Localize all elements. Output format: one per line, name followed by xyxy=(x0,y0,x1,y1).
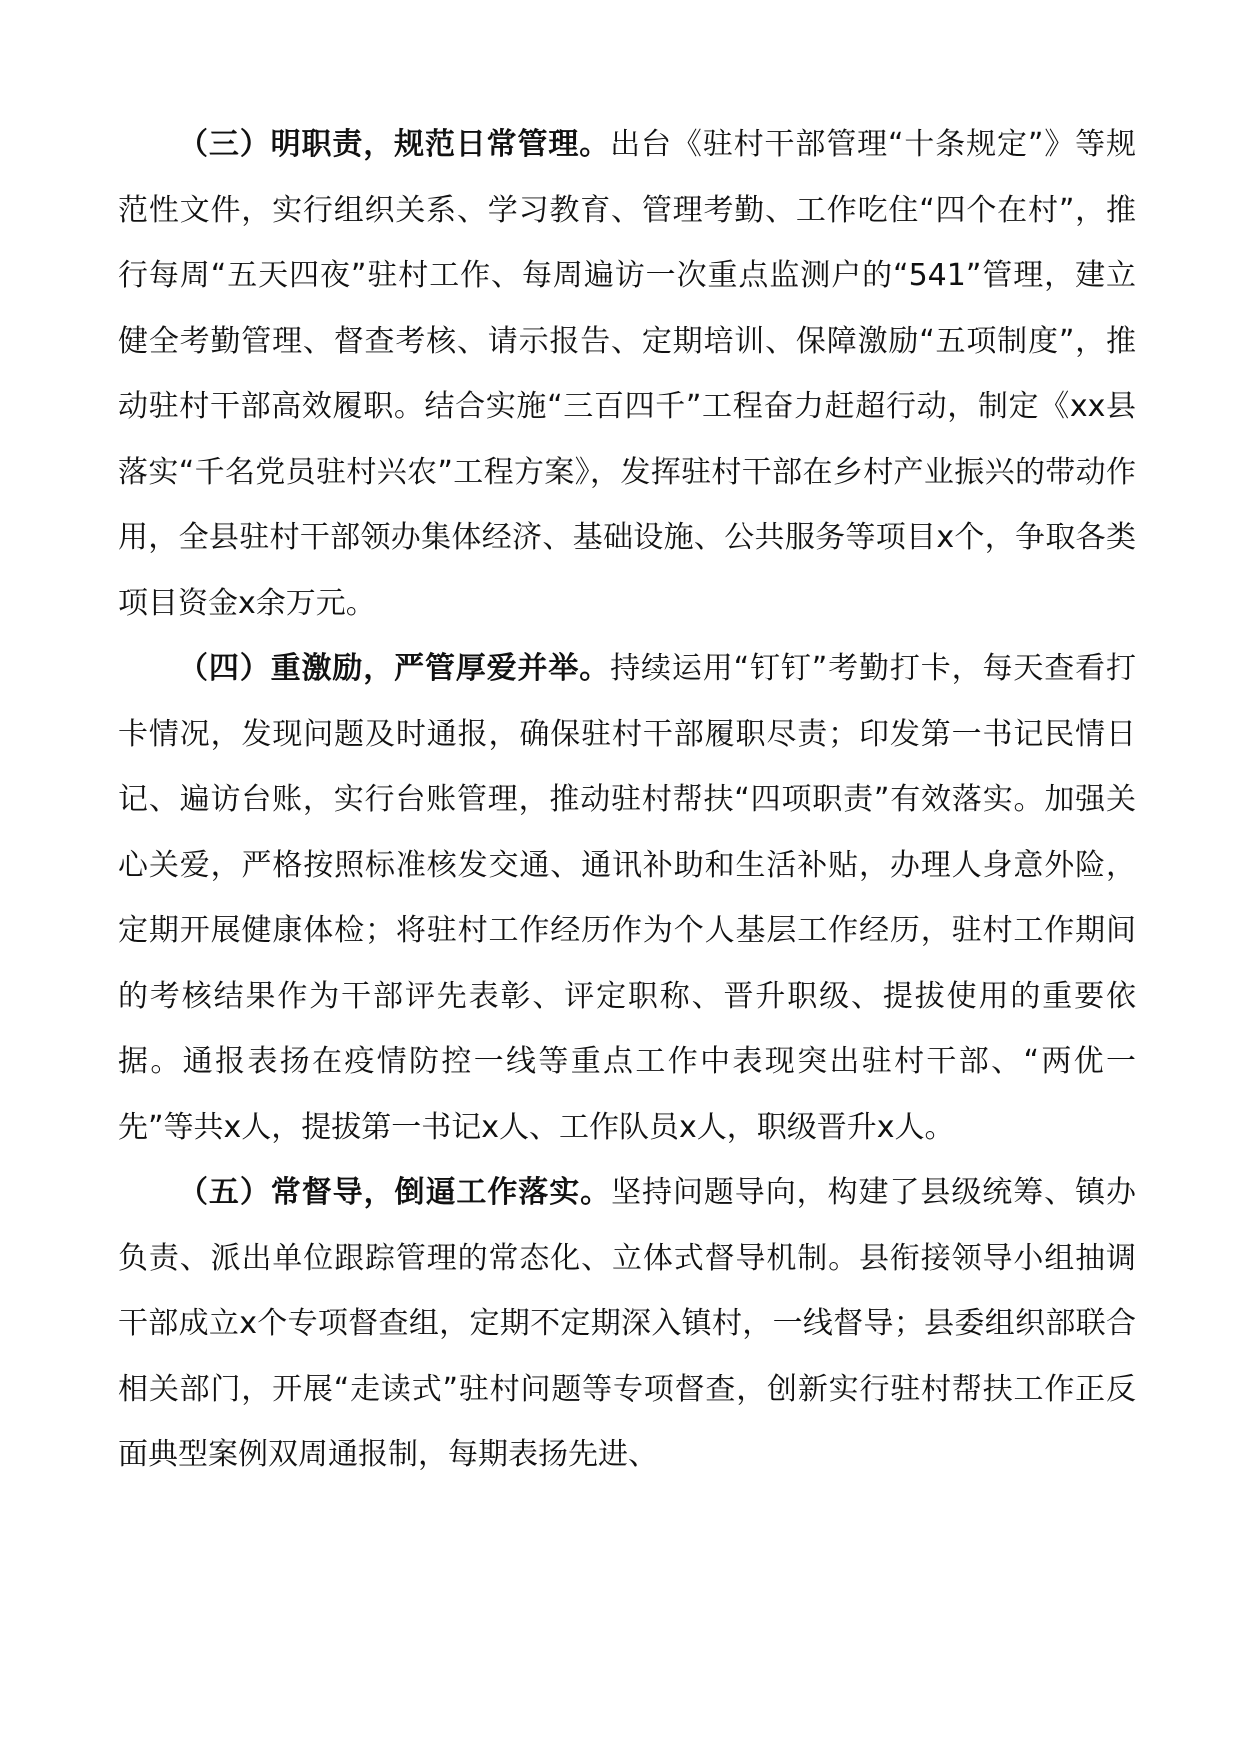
paragraph-text: 坚持问题导向，构建了县级统筹、镇办负责、派出单位跟踪管理的常态化、立体式督导机制。县衔接领导小组抽调干部成立x个专项督查组，定期不定期深入镇村，一线督导；县委组织部联合相关部门，开展“走读式”驻村问题等专项督查，创新实行驻村帮扶工作正反面典型案例双周通报制，每期表扬先进、 xyxy=(118,1175,1137,1472)
paragraph-three xyxy=(118,112,1136,636)
paragraph-heading: （四）重激励，严管厚爱并举。 xyxy=(178,651,611,686)
paragraph-heading: （五）常督导，倒逼工作落实。 xyxy=(178,1175,612,1210)
paragraph-heading: （三）明职责，规范日常管理。 xyxy=(178,127,611,162)
paragraph-text: 持续运用“钉钉”考勤打卡，每天查看打卡情况，发现问题及时通报，确保驻村干部履职尽责；印发第一书记民情日记、遍访台账，实行台账管理，推动驻村帮扶“四项职责”有效落实。加强关心关爱，严格按照标准核发交通、通讯补助和生活补贴，办理人身意外险，定期开展健康体检；将驻村工作经历作为个人基层工作经历，驻村工作期间的考核结果作为干部评先表彰、评定职称、晋升职级、提拔使用的重要依据。通报表扬在疫情防控一线等重点工作中表现突出驻村干部、“两优一先”等共x人，提拔第一书记x人、工作队员x人，职级晋升x人。 xyxy=(118,651,1136,1145)
paragraph-four xyxy=(118,636,1136,1160)
document-body xyxy=(118,112,1136,1488)
paragraph-five xyxy=(118,1160,1136,1488)
paragraph-text: 出台《驻村干部管理“十条规定”》等规范性文件，实行组织关系、学习教育、管理考勤、工作吃住“四个在村”，推行每周“五天四夜”驻村工作、每周遍访一次重点监测户的“541”管理，建立健全考勤管理、督查考核、请示报告、定期培训、保障激励“五项制度”，推动驻村干部高效履职。结合实施“三百四千”工程奋力赶超行动，制定《xx县落实“千名党员驻村兴农”工程方案》，发挥驻村干部在乡村产业振兴的带动作用，全县驻村干部领办集体经济、基础设施、公共服务等项目x个，争取各类项目资金x余万元。 xyxy=(118,127,1136,621)
